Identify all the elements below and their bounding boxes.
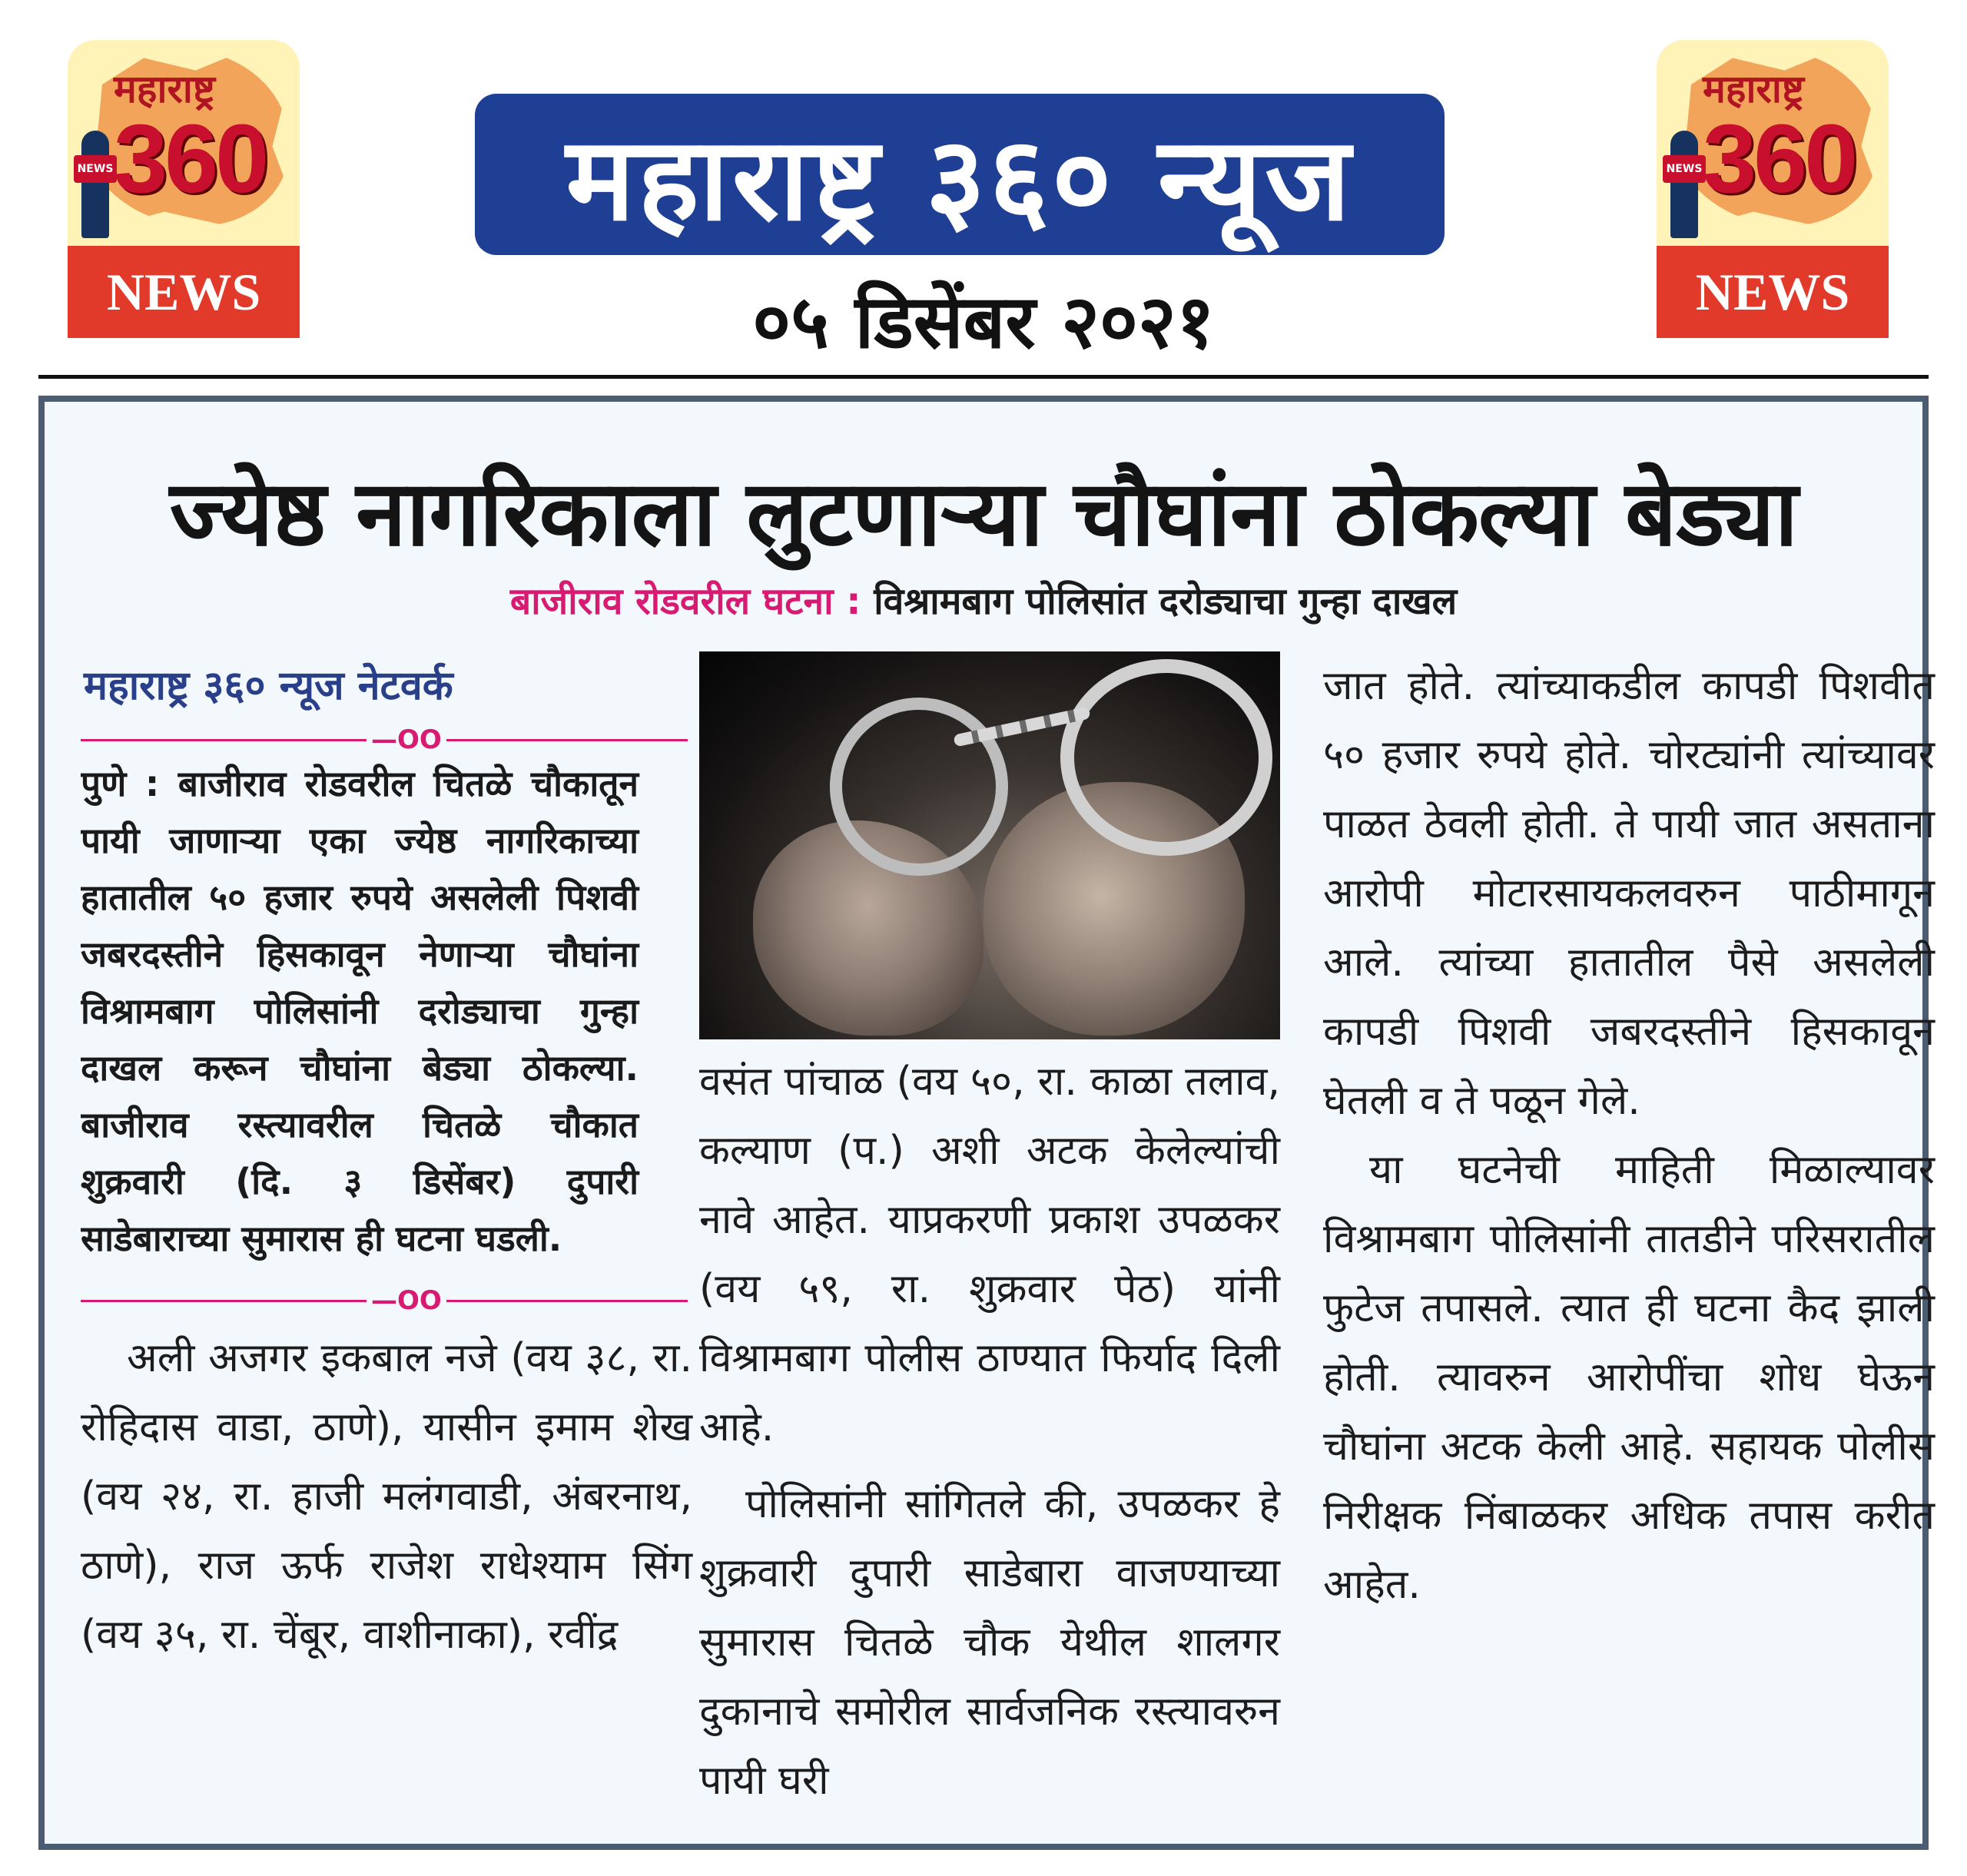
article-headline: ज्येष्ठ नागरिकाला लुटणाऱ्या चौघांना ठोकल्या बेड्या <box>169 460 1798 566</box>
masthead-title: महाराष्ट्र ३६० न्यूज <box>566 113 1354 247</box>
masthead-title-box <box>475 94 1445 255</box>
handcuffs-photo <box>699 651 1280 1039</box>
masthead-date: ०५ डिसेंबर २०२१ <box>752 279 1215 365</box>
logo-number: 360 <box>114 104 267 213</box>
network-byline: महाराष्ट्र ३६० न्यूज नेटवर्क <box>84 663 453 709</box>
logo-news-label: NEWS <box>1657 246 1889 338</box>
article-lead: पुणे : बाजीराव रोडवरील चितळे चौकातून पायी जाणाऱ्या एका ज्येष्ठ नागरिकाच्या हातातील ५० हजार रुपये असलेली पिशवी जबरदस्तीने हिसकावून नेणाऱ्या चौघांना विश्रामबाग पोलिसांनी दरोड्याचा गुन्हा दाखल करून चौघांना बेड्या ठोकल्या. बाजीराव रस्त्यावरील चितळे चौकात शुक्रवारी (दि. ३ डिसेंबर) दुपारी साडेबाराच्या सुमारास ही घटना घडली. <box>81 763 639 1259</box>
article-panel <box>38 396 1935 1850</box>
subhead-label: बाजीराव रोडवरील घटना : <box>509 580 861 623</box>
article-column-3 <box>1323 651 1935 1619</box>
column-3-body-1: जात होते. त्यांच्याकडील कापडी पिशवीत ५० हजार रुपये होते. चोरट्यांनी त्यांच्यावर पाळत ठेवली होती. ते पायी जात असताना आरोपी मोटारसायकलवरुन पाठीमागून आले. त्यांच्या हातातील पैसे असलेली कापडी पिशवी जबरदस्तीने हिसकावून घेतली व ते पळून गेले. <box>1323 663 1935 1124</box>
divider-ornament-icon: —OO <box>367 1285 446 1316</box>
logo-word: महाराष्ट्र <box>114 67 215 111</box>
divider-ornament-icon: —OO <box>367 724 446 755</box>
logo-number: 360 <box>1703 104 1856 213</box>
column-3-body-2: या घटनेची माहिती मिळाल्यावर विश्रामबाग पोलिसांनी तातडीने परिसरातील फुटेज तपासले. त्यात ही घटना कैद झाली होती. त्यावरुन आरोपींचा शोध घेऊन चौघांना अटक केली आहे. सहायक पोलीस निरीक्षक निंबाळकर अधिक तपास करीत आहेत. <box>1323 1147 1935 1608</box>
masthead-rule <box>38 375 1929 379</box>
column-2-body-1: वसंत पांचाळ (वय ५०, रा. काळा तलाव, कल्याण (प.) अशी अटक केलेल्यांची नावे आहेत. याप्रकरणी प्रकाश उपळकर (वय ५९, रा. शुक्रवार पेठ) यांनी विश्रामबाग पोलीस ठाण्यात फिर्याद दिली आहे. <box>699 1059 1280 1450</box>
photo-cuff-right <box>1060 659 1272 856</box>
logo-mic-tag: NEWS <box>74 155 117 183</box>
column-2-body-2: पोलिसांनी सांगितले की, उपळकर हे शुक्रवारी दुपारी साडेबारा वाजण्याच्या सुमारास चितळे चौक येथील शालगर दुकानाचे समोरील सार्वजनिक रस्त्यावरुन पायी घरी <box>699 1481 1280 1804</box>
article-column-1 <box>81 648 692 1669</box>
divider-bottom <box>81 1285 688 1316</box>
article-column-2 <box>699 651 1280 1815</box>
logo-mic-tag: NEWS <box>1663 155 1706 183</box>
article-subhead <box>45 575 1922 625</box>
subhead-text: विश्रामबाग पोलिसांत दरोड्याचा गुन्हा दाखल <box>861 580 1458 623</box>
logo-word: महाराष्ट्र <box>1703 67 1804 111</box>
divider-top <box>81 724 688 755</box>
logo-top <box>1657 40 1889 246</box>
logo-top <box>68 40 300 246</box>
column-1-body: अली अजगर इकबाल नजे (वय ३८, रा. रोहिदास वाडा, ठाणे), यासीन इमाम शेख (वय २४, रा. हाजी मलंगवाडी, अंबरनाथ, ठाणे), राज ऊर्फ राजेश राधेश्याम सिंग (वय ३५, रा. चेंबूर, वाशीनाका), रवींद्र <box>81 1335 692 1658</box>
logo-right <box>1657 40 1889 338</box>
microphone-icon <box>1670 131 1698 238</box>
logo-news-label: NEWS <box>68 246 300 338</box>
microphone-icon <box>81 131 109 238</box>
